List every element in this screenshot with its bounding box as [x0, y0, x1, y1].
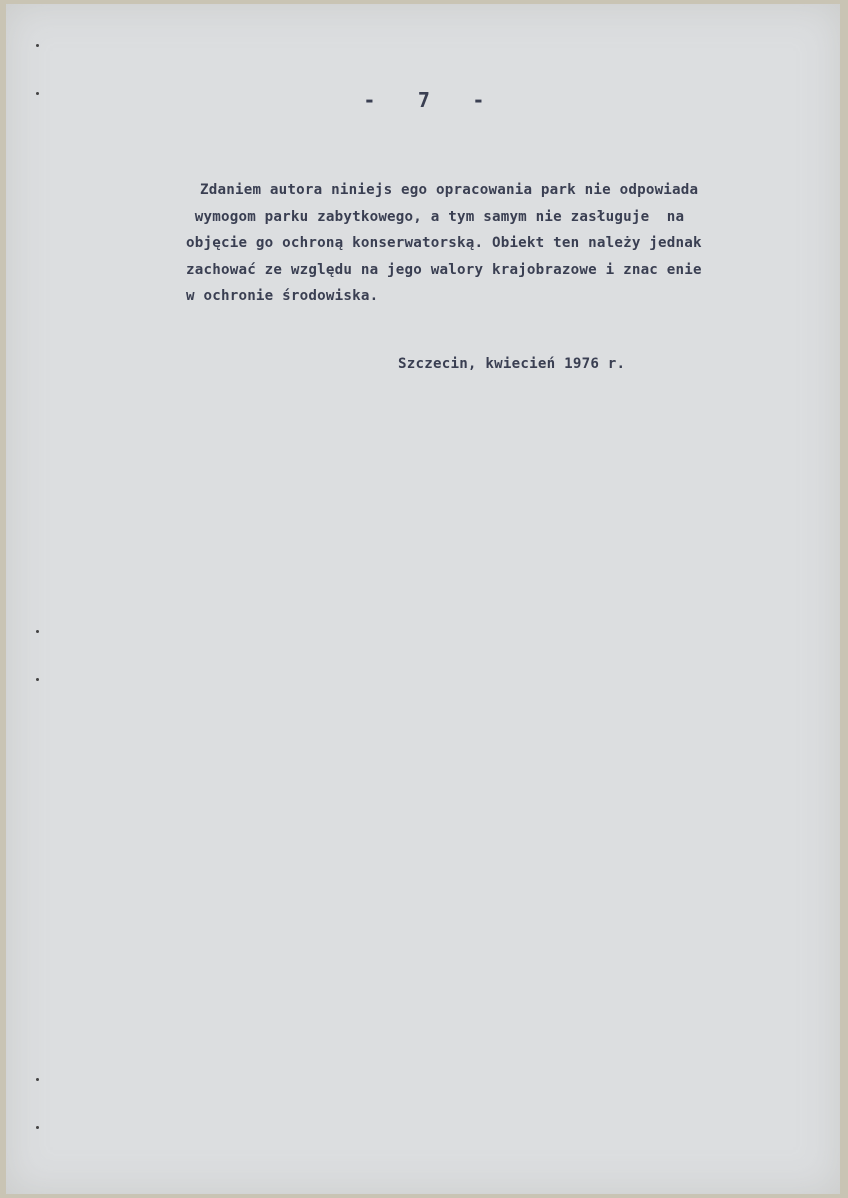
- place-and-date: Szczecin, kwiecień 1976 r.: [398, 356, 626, 372]
- margin-mark: [36, 678, 39, 681]
- paragraph-line: Zdaniem autora niniejs ego opracowania park nie odpowiada: [200, 182, 699, 198]
- margin-mark: [36, 44, 39, 47]
- margin-mark: [36, 1126, 39, 1129]
- paragraph-line: zachować ze względu na jego walory krajobrazowe i znac enie: [186, 261, 702, 278]
- page-number: - 7 -: [363, 88, 485, 112]
- paragraph-line: wymogom parku zabytkowego, a tym samym nie zasługuje na: [186, 208, 685, 225]
- paragraph-line: objęcie go ochroną konserwatorską. Obiekt ten należy jednak: [186, 235, 702, 251]
- margin-mark: [36, 1078, 39, 1081]
- margin-mark: [36, 630, 39, 633]
- paragraph-line: w ochronie środowiska.: [186, 288, 379, 304]
- body-paragraph: [186, 177, 826, 310]
